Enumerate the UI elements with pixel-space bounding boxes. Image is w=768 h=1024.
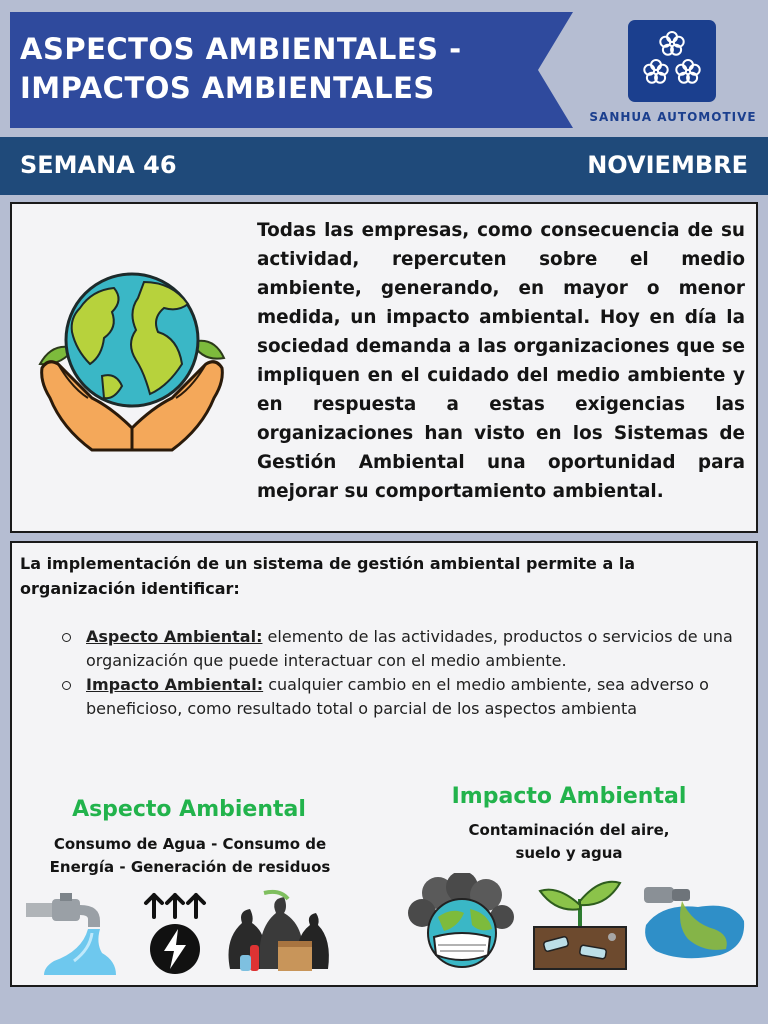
garbage-bags-icon [224, 889, 334, 977]
aspecto-line-2: Energía - Generación de residuos [49, 858, 331, 876]
earth-in-hands-icon [32, 268, 232, 454]
soil-contamination-icon [528, 873, 632, 973]
page-title [20, 30, 560, 108]
week-bar [0, 137, 768, 195]
month-label: NOVIEMBRE [587, 151, 748, 179]
impacto-subtitle [404, 819, 734, 865]
term-impacto: Impacto Ambiental: [86, 675, 264, 694]
bullet-circle-icon [62, 681, 71, 690]
title-line-1: ASPECTOS AMBIENTALES - [20, 32, 462, 66]
list-item [62, 673, 737, 721]
water-pollution-icon [642, 883, 748, 963]
energy-bolt-icon [142, 889, 208, 977]
impacto-line-1: Contaminación del aire, [468, 821, 670, 839]
intro-paragraph: Todas las empresas, como consecuencia de su actividad, repercuten sobre el medio ambiente, generando, en mayor o menor medida, un impacto ambiental. Hoy en día la sociedad demanda a las organizaciones que se impliquen en el cuidado del medio ambiente y en respuesta a estas exigencias las organizaciones han visto en los Sistemas de Gestión Ambiental una oportunidad para mejorar su comportamiento ambiental. [257, 220, 745, 502]
impacto-line-2: suelo y agua [515, 844, 623, 862]
aspecto-subtitle [20, 833, 360, 879]
aspecto-heading: Aspecto Ambiental [72, 797, 306, 822]
definition-impacto: cualquier cambio en el medio ambiente, sea adverso o beneficioso, como resultado total o parcial de los aspectos ambienta [86, 675, 709, 718]
impacto-heading: Impacto Ambiental [451, 784, 687, 809]
intro-panel [10, 202, 758, 533]
details-panel [10, 541, 758, 987]
company-logo [628, 20, 716, 102]
list-item [62, 625, 737, 673]
definition-list [62, 625, 737, 721]
logo-text: SANHUA AUTOMOTIVE [589, 110, 757, 124]
title-line-2: IMPACTOS AMBIENTALES [20, 71, 435, 105]
water-faucet-icon [24, 891, 124, 977]
title-banner [10, 12, 573, 128]
polluted-earth-icon [408, 873, 514, 973]
bullet-circle-icon [62, 633, 71, 642]
aspecto-line-1: Consumo de Agua - Consumo de [53, 835, 327, 853]
flower-logo-icon [628, 20, 716, 102]
definition-aspecto: elemento de las actividades, productos o servicios de una organización que puede interactuar con el medio ambiente. [86, 627, 733, 670]
week-label: SEMANA 46 [20, 151, 177, 179]
term-aspecto: Aspecto Ambiental: [86, 627, 263, 646]
lead-text: La implementación de un sistema de gestión ambiental permite a la organización identificar: [20, 554, 636, 598]
